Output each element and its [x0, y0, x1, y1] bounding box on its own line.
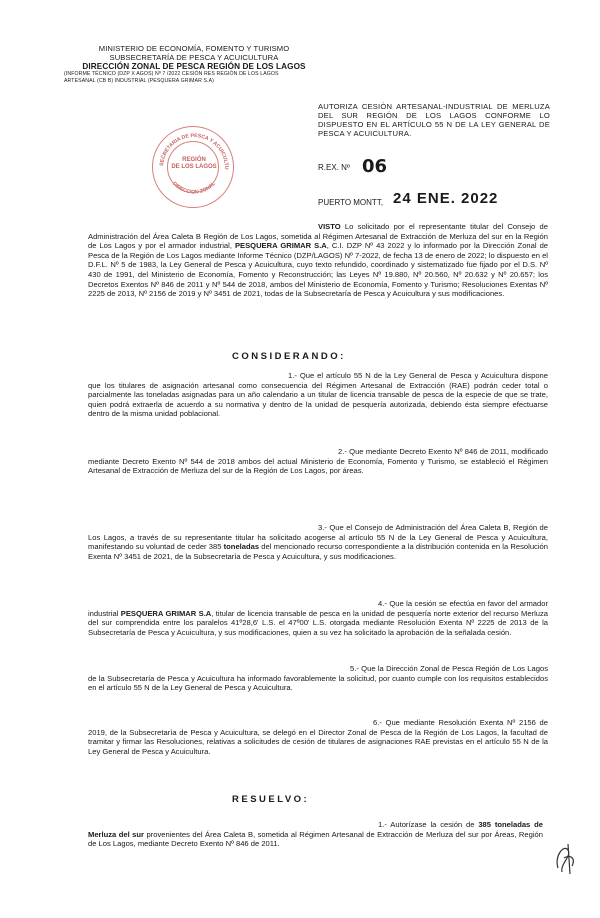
visto-paragraph: [88, 222, 548, 299]
visto-text: Lo solicitado por el representante titular del Consejo de Administración del Área Caleta B Región de Los Lagos, sometida al Régimen Artesanal de Extracción de Merluza del sur en la Región de Los Lagos y por el armador industrial,: [88, 222, 548, 251]
considerando-3: [88, 523, 548, 561]
document-subject: AUTORIZA CESIÓN ARTESANAL-INDUSTRIAL DE MERLUZA DEL SUR REGIÓN DE LOS LAGOS CONFORME LO DISPUESTO EN EL ARTÍCULO 55 N DE LA LEY GENERAL DE PESCA Y ACUICULTURA.: [318, 102, 550, 138]
resuelvo-1: [88, 820, 543, 849]
considerando-2: 2.- Que mediante Decreto Exento Nº 846 de 2011, modificado mediante Decreto Exento Nº 544 de 2018 ambos del actual Ministerio de Economía, Fomento y Turismo, se estableció el Régimen Artesanal de Extracción de Merluza del sur de la Región de Los Lagos, por áreas.: [88, 447, 548, 476]
considerando-3-tonnage: toneladas: [223, 542, 260, 552]
stamp-center-text: [153, 157, 235, 171]
signature-initial-icon: [550, 838, 580, 878]
considerando-4-text: 4.- Que la cesión se efectúa en favor del armador industrial: [88, 599, 548, 618]
resuelvo-1-text-2: provenientes del Área Caleta B, sometida al Régimen Artesanal de Extracción de Merluza del sur por Áreas, Región de Los Lagos, mediante Decreto Exento Nº 846 de 2011.: [88, 829, 543, 849]
official-stamp: [152, 126, 234, 208]
ministry-name: MINISTERIO DE ECONOMÍA, FOMENTO Y TURISMO: [98, 44, 290, 53]
considerando-3-text: 3.- Que el Consejo de Administración del Área Caleta B, Región de Los Lagos, a través de su representante titular ha solicitado acogerse al artículo 55 N de la Ley General de Pesca y Acuicultura, manifestando su voluntad de ceder 385: [88, 523, 548, 552]
considerando-3-text-2: del mencionado recurso correspondiente a la distribución contenida en la Resolución Exenta Nº 3451 de 2021, de la Subsecretaría de Pesca y Acuicultura, y sus modificaciones.: [88, 542, 548, 561]
ministry-header: [64, 44, 324, 85]
visto-text-2: , C.I. DZP Nº 43 2022 y lo informado por la Dirección Zonal de Pesca de la Región de Los Lagos mediante Informe Técnico (DZP/LAGOS) Nº 7-2022, de fecha 13 de enero de 2022; lo dispuesto en el D.F.L. Nº 5 de 1983, la Ley General de Pesca y Acuicultura, cuyo texto refundido, coordinado y sistematizado fue fijado por el D.S. Nº 430 de 1991, del Ministerio de Economía, Fomento y Reconstrucción; las Leyes Nº 19.880, Nº 20.560, Nº 20.632 y Nº 20.657; los Decretos Exentos Nº 846 de 2011 y Nº 544 de 2018, ambos del Ministerio de Economía, Fomento y Turismo; Resoluciones Exentas Nº 2225 de 2013, Nº 2156 de 2019 y Nº 3451 de 2021, todas de la Subsecretaría de Pesca y Acuicultura y sus modificaciones.: [88, 241, 549, 299]
visto-lead: VISTO: [318, 222, 341, 231]
stamp-ring-text: SECRETARIA DE PESCA Y ACUICULTU: [159, 132, 230, 170]
resolution-place: PUERTO MONTT,: [318, 198, 384, 207]
report-reference: (INFORME TÉCNICO (DZP X AGOS) Nº 7 /2022 CESIÓN RES REGIÓN DE LOS LAGOS: [64, 71, 279, 77]
considerando-heading: CONSIDERANDO:: [232, 351, 346, 362]
stamp-center-line2: DE LOS LAGOS: [171, 164, 217, 170]
considerando-5: 5.- Que la Dirección Zonal de Pesca Región de Los Lagos de la Subsecretaría de Pesca y Acuicultura ha informado favorablemente la solicitud, por cuanto cumple con los requisitos establecidos en el artículo 55 N de la Ley General de Pesca y Acuicultura.: [88, 664, 548, 693]
considerando-4-company: PESQUERA GRIMAR S.A: [120, 608, 212, 618]
considerando-1: 1.- Que el artículo 55 N de la Ley General de Pesca y Acuicultura dispone que los titulares de asignación artesanal como consecuencia del Régimen Artesanal de Extracción (RAE) podrán ceder total o parcialmente las toneladas asignadas para un año calendario a un titular de licencia transable de pesca de la especie de que se trate, quien podrá extraerla de acuerdo a su normativa y dentro de la unidad de pesquería autorizada, debiendo ésta siempre efectuarse dentro de la misma unidad poblacional.: [88, 371, 548, 419]
subsecretaria-name: SUBSECRETARÍA DE PESCA Y ACUICULTURA: [109, 53, 279, 62]
stamp-bottom-text: DIRECCION ZONAL: [171, 180, 217, 196]
resolution-label: R.EX. Nº: [318, 163, 350, 172]
direccion-zonal-name: DIRECCIÓN ZONAL DE PESCA REGIÓN DE LOS LAGOS: [82, 62, 306, 71]
resuelvo-heading: RESUELVO:: [232, 794, 310, 805]
resolution-number: 06: [362, 156, 388, 177]
report-reference-2: ARTESANAL (CB B) INDUSTRIAL (PESQUERA GRIMAR S.A): [64, 78, 214, 84]
considerando-4-text-2: , titular de licencia transable de pesca en la unidad de pesquería norte exterior del recurso Merluza del sur comprendida entre los paralelos 41º28,6' L.S. el 47º00' L.S. otorgada mediante Resolución Exenta Nº 2225 de 2013 de la Subsecretaría de Pesca y Acuicultura, y sus modificaciones, quien a su vez ha solicitado la aprobación de la señalada cesión.: [88, 608, 549, 637]
visto-company: PESQUERA GRIMAR S.A: [234, 241, 327, 251]
resolution-date: 24 ENE. 2022: [393, 190, 499, 207]
stamp-center-line1: REGIÓN: [182, 157, 206, 163]
resuelvo-1-tonnage: 385 toneladas de Merluza del sur: [88, 820, 543, 839]
resuelvo-1-text: 1.- Autorízase la cesión de: [378, 820, 479, 829]
considerando-4: [88, 599, 548, 637]
considerando-6: 6.- Que mediante Resolución Exenta Nº 2156 de 2019, de la Subsecretaría de Pesca y Acuicultura, se delegó en el Director Zonal de Pesca de la Región de Los Lagos, la facultad de tramitar y firmar las Resoluciones, relativas a solicitudes de cesión de titulares de asignaciones RAE previstas en el artículo 55 N de la Ley General de Pesca y Acuicultura.: [88, 718, 548, 756]
